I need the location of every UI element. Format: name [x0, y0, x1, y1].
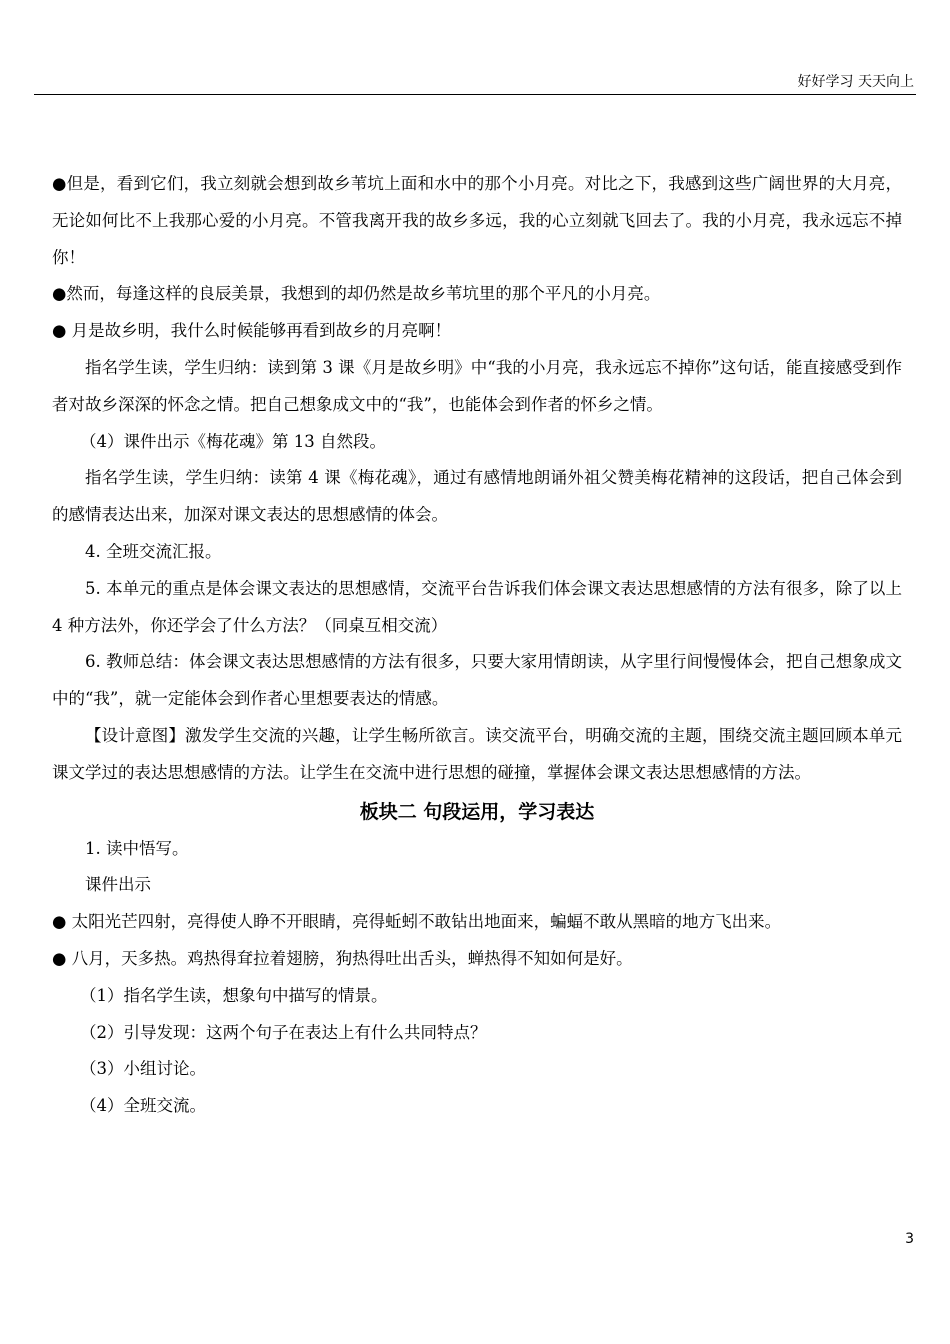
bullet-example-1: ● 太阳光芒四射，亮得使人睁不开眼睛，亮得蚯蚓不敢钻出地面来，蝙蝠不敢从黑暗的地方飞出来。 — [52, 912, 782, 932]
page-body — [52, 166, 902, 1125]
question-3: （3）小组讨论。 — [80, 1059, 206, 1079]
section-heading: 板块二 句段运用，学习表达 — [359, 800, 595, 823]
header-motto: 好好学习 天天向上 — [797, 74, 914, 90]
paragraph-item-6: 6. 教师总结：体会课文表达思想感情的方法有很多，只要大家用情朗读，从字里行间慢慢体会，把自己想象成文中的“我”，就一定能体会到作者心里想要表达的情感。 — [52, 652, 902, 709]
paragraph-summary-2: 指名学生读，学生归纳：读第 4 课《梅花魂》，通过有感情地朗诵外祖父赞美梅花精神的这段话，把自己体会到的感情表达出来，加深对课文表达的思想感情的体会。 — [52, 468, 902, 525]
question-4: （4）全班交流。 — [80, 1096, 206, 1116]
bullet-quote-1: ●但是，看到它们，我立刻就会想到故乡苇坑上面和水中的那个小月亮。对比之下，我感到这些广阔世界的大月亮，无论如何比不上我那心爱的小月亮。不管我离开我的故乡多远，我的心立刻就飞回去了。我的小月亮，我永远忘不掉你！ — [52, 174, 902, 267]
question-1: （1）指名学生读，想象句中描写的情景。 — [80, 985, 388, 1005]
page-number: 3 — [905, 1231, 914, 1247]
header-divider — [34, 94, 916, 95]
bullet-quote-3: ● 月是故乡明，我什么时候能够再看到故乡的月亮啊！ — [52, 321, 452, 341]
paragraph-design-intent: 【设计意图】激发学生交流的兴趣，让学生畅所欲言。读交流平台，明确交流的主题，围绕交流主题回顾本单元课文学过的表达思想感情的方法。让学生在交流中进行思想的碰撞，掌握体会课文表达思想感情的方法。 — [52, 725, 902, 782]
question-2: （2）引导发现：这两个句子在表达上有什么共同特点？ — [80, 1022, 487, 1042]
section-item-1: 1. 读中悟写。 — [85, 838, 189, 858]
paragraph-summary-1: 指名学生读，学生归纳：读到第 3 课《月是故乡明》中“我的小月亮，我永远忘不掉你”这句话，能直接感受到作者对故乡深深的怀念之情。把自己想象成文中的“我”，也能体会到作者的怀乡之情。 — [52, 357, 902, 414]
section-courseware-label: 课件出示 — [85, 875, 151, 895]
bullet-example-2: ● 八月，天多热。鸡热得耷拉着翅膀，狗热得吐出舌头，蝉热得不知如何是好。 — [52, 948, 633, 968]
paragraph-item-4: 4. 全班交流汇报。 — [85, 541, 222, 561]
paragraph-step-4: （4）课件出示《梅花魂》第 13 自然段。 — [80, 431, 386, 451]
paragraph-item-5: 5. 本单元的重点是体会课文表达的思想感情，交流平台告诉我们体会课文表达思想感情的方法有很多，除了以上 4 种方法外，你还学会了什么方法？（同桌互相交流） — [52, 578, 902, 635]
bullet-quote-2: ●然而，每逢这样的良辰美景，我想到的却仍然是故乡苇坑里的那个平凡的小月亮。 — [52, 284, 661, 304]
